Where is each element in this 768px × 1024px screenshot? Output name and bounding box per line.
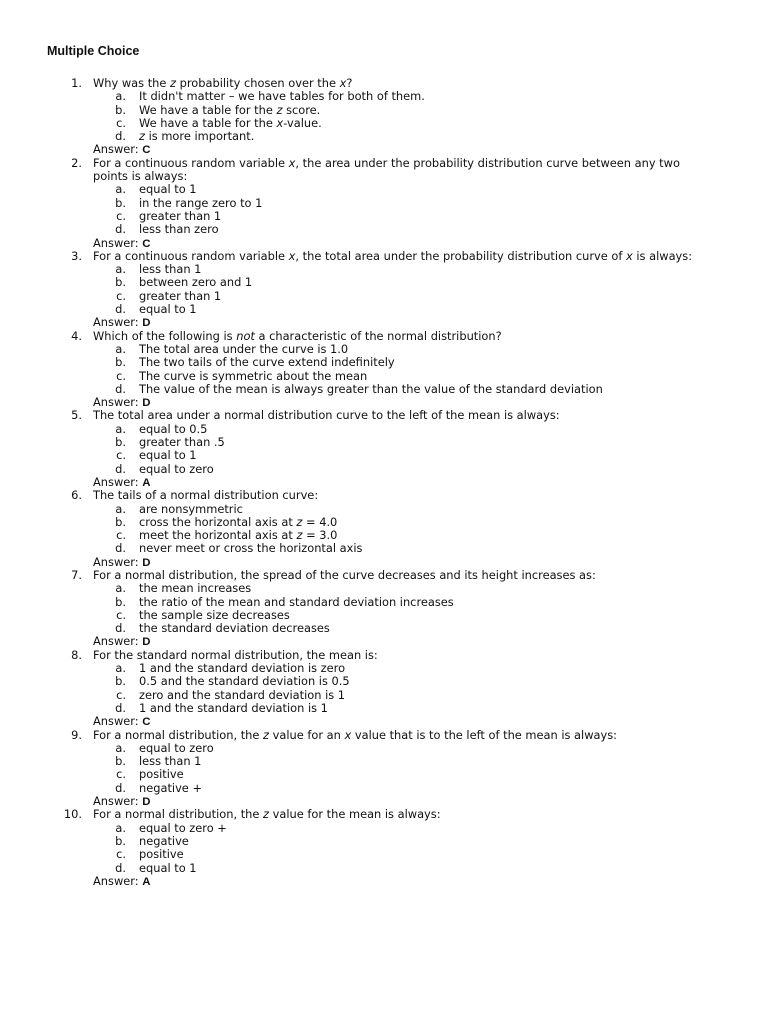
option-letter: a. <box>115 421 126 436</box>
option-letter: c. <box>116 448 126 463</box>
question-item <box>0 489 768 569</box>
question-line <box>0 77 768 90</box>
question-text: Why was the z probability chosen over the x? <box>93 76 353 90</box>
option-letter: c. <box>116 115 126 130</box>
answer-value: D <box>142 636 151 649</box>
option-letter: b. <box>115 674 126 689</box>
option-text: never meet or cross the horizontal axis <box>139 541 363 556</box>
answer-label: Answer: A <box>93 873 151 888</box>
answer-option <box>0 689 768 702</box>
option-letter: d. <box>115 129 126 144</box>
option-text: greater than 1 <box>139 208 222 223</box>
italic-variable: x <box>344 727 352 742</box>
italic-variable: x <box>276 115 284 130</box>
answer-option <box>0 622 768 635</box>
answer-option <box>0 782 768 795</box>
question-line <box>0 808 768 821</box>
question-list <box>0 77 768 888</box>
option-letter: a. <box>115 820 126 835</box>
option-text: 1 and the standard deviation is 1 <box>139 700 328 715</box>
option-text: cross the horizontal axis at z = 4.0 <box>139 514 338 529</box>
option-text: equal to zero + <box>139 820 227 835</box>
question-line <box>0 489 768 502</box>
option-letter: c. <box>116 208 126 223</box>
question-text: For a normal distribution, the spread of the curve decreases and its height increases as: <box>93 567 596 582</box>
option-text: are nonsymmetric <box>139 501 243 516</box>
answer-option <box>0 529 768 542</box>
answer-label: Answer: A <box>93 474 151 489</box>
answer-option <box>0 768 768 781</box>
option-letter: a. <box>115 341 126 356</box>
option-text: meet the horizontal axis at z = 3.0 <box>139 528 338 543</box>
option-letter: a. <box>115 581 126 596</box>
answer-value: C <box>142 716 151 729</box>
answer-option <box>0 130 768 143</box>
answer-option <box>0 662 768 675</box>
answer-option <box>0 822 768 835</box>
italic-variable: z <box>296 514 303 529</box>
option-text: the mean increases <box>139 581 252 596</box>
question-item <box>0 729 768 809</box>
answer-option <box>0 702 768 715</box>
answer-option <box>0 675 768 688</box>
option-letter: c. <box>116 528 126 543</box>
option-text: equal to 1 <box>139 302 197 317</box>
answer-option <box>0 516 768 529</box>
option-letter: b. <box>115 102 126 117</box>
option-letter: c. <box>116 687 126 702</box>
answer-label: Answer: C <box>93 714 151 729</box>
question-number: 4. <box>71 328 82 343</box>
answer-line <box>0 715 768 728</box>
question-number: 10. <box>63 807 82 822</box>
question-text: points is always: <box>93 169 188 184</box>
question-text: For a normal distribution, the z value for the mean is always: <box>93 807 441 822</box>
option-text: positive <box>139 847 184 862</box>
option-text: z is more important. <box>139 129 255 144</box>
option-text: equal to 0.5 <box>139 421 208 436</box>
option-text: the standard deviation decreases <box>139 621 330 636</box>
question-number: 8. <box>71 647 82 662</box>
answer-option <box>0 449 768 462</box>
italic-variable: not <box>236 328 255 343</box>
option-letter: d. <box>115 860 126 875</box>
answer-line <box>0 875 768 888</box>
option-text: negative + <box>139 780 202 795</box>
answer-label: Answer: C <box>93 142 151 157</box>
answer-option <box>0 370 768 383</box>
question-number: 6. <box>71 488 82 503</box>
option-letter: d. <box>115 541 126 556</box>
option-letter: d. <box>115 621 126 636</box>
question-line <box>0 649 768 662</box>
answer-value: A <box>142 875 151 888</box>
option-letter: d. <box>115 461 126 476</box>
question-text: Which of the following is not a characteristic of the normal distribution? <box>93 328 502 343</box>
answer-value: D <box>142 556 151 569</box>
option-letter: a. <box>115 740 126 755</box>
italic-variable: z <box>139 129 145 144</box>
option-text: between zero and 1 <box>139 275 253 290</box>
option-letter: b. <box>115 833 126 848</box>
option-text: We have a table for the z score. <box>139 102 321 117</box>
answer-value: D <box>142 796 151 809</box>
answer-option <box>0 742 768 755</box>
option-letter: b. <box>115 594 126 609</box>
option-letter: d. <box>115 381 126 396</box>
answer-label: Answer: C <box>93 235 151 250</box>
question-line <box>0 569 768 582</box>
option-text: the sample size decreases <box>139 607 290 622</box>
answer-line <box>0 556 768 569</box>
answer-line <box>0 795 768 808</box>
italic-variable: z <box>276 102 283 117</box>
option-text: The two tails of the curve extend indefinitely <box>139 355 395 370</box>
question-line <box>0 157 768 170</box>
option-text: 0.5 and the standard deviation is 0.5 <box>139 674 350 689</box>
option-text: in the range zero to 1 <box>139 195 263 210</box>
answer-option <box>0 104 768 117</box>
question-item <box>0 808 768 888</box>
question-text: The tails of a normal distribution curve: <box>93 488 319 503</box>
question-line <box>0 170 768 183</box>
italic-variable: x <box>339 76 347 90</box>
question-line <box>0 409 768 422</box>
answer-option <box>0 263 768 276</box>
option-text: less than zero <box>139 222 219 237</box>
answer-option <box>0 596 768 609</box>
option-letter: a. <box>115 262 126 277</box>
italic-variable: x <box>288 155 296 170</box>
option-text: less than 1 <box>139 754 202 769</box>
answer-line <box>0 635 768 648</box>
option-letter: c. <box>116 767 126 782</box>
option-letter: a. <box>115 501 126 516</box>
option-letter: a. <box>115 182 126 197</box>
question-number: 5. <box>71 408 82 423</box>
question-line <box>0 729 768 742</box>
answer-option <box>0 210 768 223</box>
question-item <box>0 409 768 489</box>
italic-variable: z <box>263 727 270 742</box>
italic-variable: z <box>296 528 303 543</box>
answer-option <box>0 835 768 848</box>
option-letter: a. <box>115 661 126 676</box>
question-text: For a continuous random variable x, the area under the probability distribution curve between any two <box>93 155 680 170</box>
question-text: The total area under a normal distribution curve to the left of the mean is always: <box>93 408 560 423</box>
answer-option <box>0 862 768 875</box>
answer-option <box>0 848 768 861</box>
option-text: The curve is symmetric about the mean <box>139 368 368 383</box>
answer-option <box>0 276 768 289</box>
question-item <box>0 330 768 410</box>
answer-option <box>0 383 768 396</box>
option-letter: c. <box>116 368 126 383</box>
option-text: equal to zero <box>139 740 214 755</box>
option-text: 1 and the standard deviation is zero <box>139 661 346 676</box>
option-text: The value of the mean is always greater than the value of the standard deviation <box>139 381 603 396</box>
italic-variable: z <box>170 76 176 90</box>
option-text: equal to zero <box>139 461 214 476</box>
option-letter: d. <box>115 302 126 317</box>
option-text: We have a table for the x-value. <box>139 115 322 130</box>
answer-label: Answer: D <box>93 554 151 569</box>
answer-option <box>0 423 768 436</box>
option-text: negative <box>139 833 189 848</box>
answer-option <box>0 755 768 768</box>
answer-option <box>0 436 768 449</box>
answer-option <box>0 343 768 356</box>
question-number: 1. <box>71 76 82 90</box>
answer-line <box>0 237 768 250</box>
answer-option <box>0 463 768 476</box>
question-item <box>0 250 768 330</box>
option-text: equal to 1 <box>139 182 197 197</box>
option-text: the ratio of the mean and standard deviation increases <box>139 594 454 609</box>
option-text: equal to 1 <box>139 860 197 875</box>
question-number: 7. <box>71 567 82 582</box>
answer-option <box>0 356 768 369</box>
answer-option <box>0 542 768 555</box>
option-text: greater than 1 <box>139 288 222 303</box>
option-letter: d. <box>115 222 126 237</box>
answer-value: A <box>142 476 151 489</box>
answer-option <box>0 223 768 236</box>
option-letter: c. <box>116 288 126 303</box>
option-text: It didn't matter – we have tables for both of them. <box>139 89 425 104</box>
answer-value: C <box>142 237 151 250</box>
option-letter: b. <box>115 754 126 769</box>
answer-option <box>0 90 768 103</box>
question-item <box>0 77 768 157</box>
answer-line <box>0 396 768 409</box>
question-line <box>0 250 768 263</box>
italic-variable: x <box>288 248 296 263</box>
italic-variable: z <box>263 807 270 822</box>
option-text: greater than .5 <box>139 435 225 450</box>
answer-value: C <box>142 144 151 157</box>
answer-value: D <box>142 317 151 330</box>
question-text: For a normal distribution, the z value for an x value that is to the left of the mean is always: <box>93 727 618 742</box>
answer-line <box>0 476 768 489</box>
answer-value: D <box>142 397 151 410</box>
question-item <box>0 649 768 729</box>
option-letter: c. <box>116 847 126 862</box>
option-letter: d. <box>115 780 126 795</box>
answer-label: Answer: D <box>93 395 151 410</box>
italic-variable: x <box>626 248 633 263</box>
question-item <box>0 569 768 649</box>
question-number: 9. <box>71 727 82 742</box>
option-letter: c. <box>116 607 126 622</box>
option-text: positive <box>139 767 184 782</box>
question-line <box>0 330 768 343</box>
question-number: 3. <box>71 248 82 263</box>
answer-option <box>0 609 768 622</box>
option-letter: a. <box>115 89 126 104</box>
answer-option <box>0 183 768 196</box>
answer-label: Answer: D <box>93 794 151 809</box>
option-letter: b. <box>115 275 126 290</box>
question-item <box>0 157 768 250</box>
question-number: 2. <box>71 155 82 170</box>
answer-line <box>0 143 768 156</box>
option-letter: d. <box>115 700 126 715</box>
option-text: less than 1 <box>139 262 202 277</box>
answer-line <box>0 316 768 329</box>
option-letter: b. <box>115 514 126 529</box>
answer-option <box>0 117 768 130</box>
answer-option <box>0 197 768 210</box>
answer-label: Answer: D <box>93 315 151 330</box>
option-text: zero and the standard deviation is 1 <box>139 687 346 702</box>
option-letter: b. <box>115 195 126 210</box>
answer-option <box>0 582 768 595</box>
answer-option <box>0 290 768 303</box>
option-text: The total area under the curve is 1.0 <box>139 341 349 356</box>
question-text: For the standard normal distribution, the mean is: <box>93 647 378 662</box>
answer-option <box>0 503 768 516</box>
answer-option <box>0 303 768 316</box>
option-letter: b. <box>115 355 126 370</box>
section-heading: Multiple Choice <box>47 44 140 58</box>
option-letter: b. <box>115 435 126 450</box>
question-text: For a continuous random variable x, the total area under the probability distribution curve of x is always: <box>93 248 693 263</box>
answer-label: Answer: D <box>93 634 151 649</box>
option-text: equal to 1 <box>139 448 197 463</box>
